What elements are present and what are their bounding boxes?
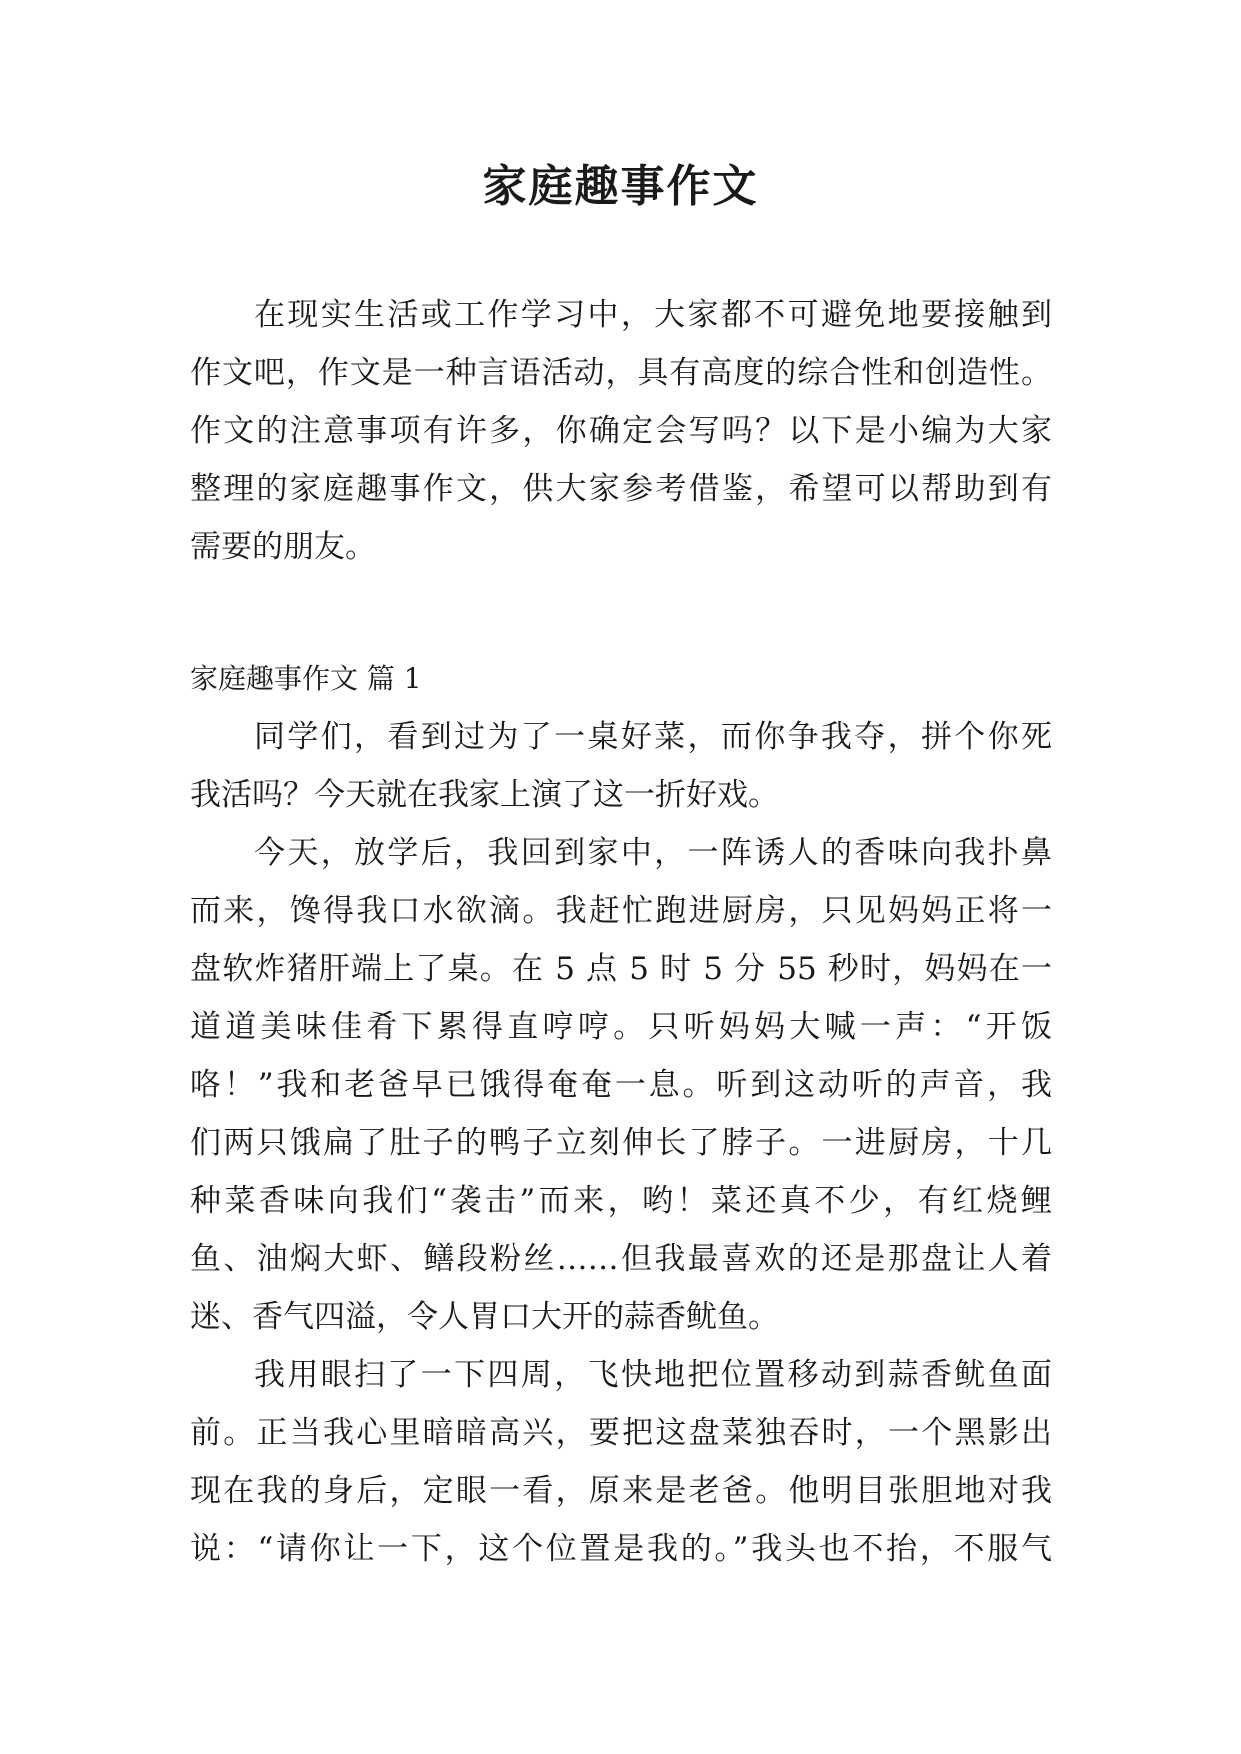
text-line: 今天，放学后，我回到家中，一阵诱人的香味向我扑鼻 [254, 835, 1052, 871]
text-line: 作文的注意事项有许多，你确定会写吗？以下是小编为大家 [190, 413, 1052, 449]
text-line: 我活吗？今天就在我家上演了这一折好戏。 [190, 777, 779, 813]
text-line: 道道美味佳肴下累得直哼哼。只听妈妈大喊一声：“开饭 [190, 1009, 1052, 1045]
text-line: 咯！”我和老爸早已饿得奄奄一息。听到这动听的声音，我 [190, 1067, 1052, 1103]
document-title: 家庭趣事作文 [482, 161, 759, 212]
text-line: 鱼、油焖大虾、鳝段粉丝……但我最喜欢的还是那盘让人着 [190, 1241, 1052, 1277]
text-line: 而来，馋得我口水欲滴。我赶忙跑进厨房，只见妈妈正将一 [190, 893, 1052, 929]
text-line: 盘软炸猪肝端上了桌。在 5 点 5 时 5 分 55 秒时，妈妈在一 [190, 951, 1052, 987]
text-line: 我用眼扫了一下四周，飞快地把位置移动到蒜香鱿鱼面 [254, 1357, 1052, 1393]
text-line: 在现实生活或工作学习中，大家都不可避免地要接触到 [254, 297, 1052, 333]
text-line: 需要的朋友。 [190, 529, 376, 565]
spacer [190, 576, 1052, 650]
text-line: 作文吧，作文是一种言语活动，具有高度的综合性和创造性。 [190, 355, 1052, 391]
text-line: 整理的家庭趣事作文，供大家参考借鉴，希望可以帮助到有 [190, 471, 1052, 507]
text-line: 前。正当我心里暗暗高兴，要把这盘菜独吞时，一个黑影出 [190, 1415, 1052, 1451]
section-heading: 家庭趣事作文 篇 1 [190, 662, 422, 695]
text-line: 迷、香气四溢，令人胃口大开的蒜香鱿鱼。 [190, 1299, 779, 1335]
body-paragraph [190, 1346, 1052, 1578]
body-paragraph [190, 708, 1052, 824]
text-line: 种菜香味向我们“袭击”而来，哟！菜还真不少，有红烧鲤 [190, 1183, 1052, 1219]
text-line: 现在我的身后，定眼一看，原来是老爸。他明目张胆地对我 [190, 1473, 1052, 1509]
document-body [190, 286, 1052, 1578]
text-line: 说：“请你让一下，这个位置是我的。”我头也不抬，不服气 [190, 1531, 1052, 1567]
intro-paragraph [190, 286, 1052, 576]
text-line: 同学们，看到过为了一桌好菜，而你争我夺，拼个你死 [254, 719, 1052, 755]
body-paragraph [190, 824, 1052, 1346]
text-line: 们两只饿扁了肚子的鸭子立刻伸长了脖子。一进厨房，十几 [190, 1125, 1052, 1161]
